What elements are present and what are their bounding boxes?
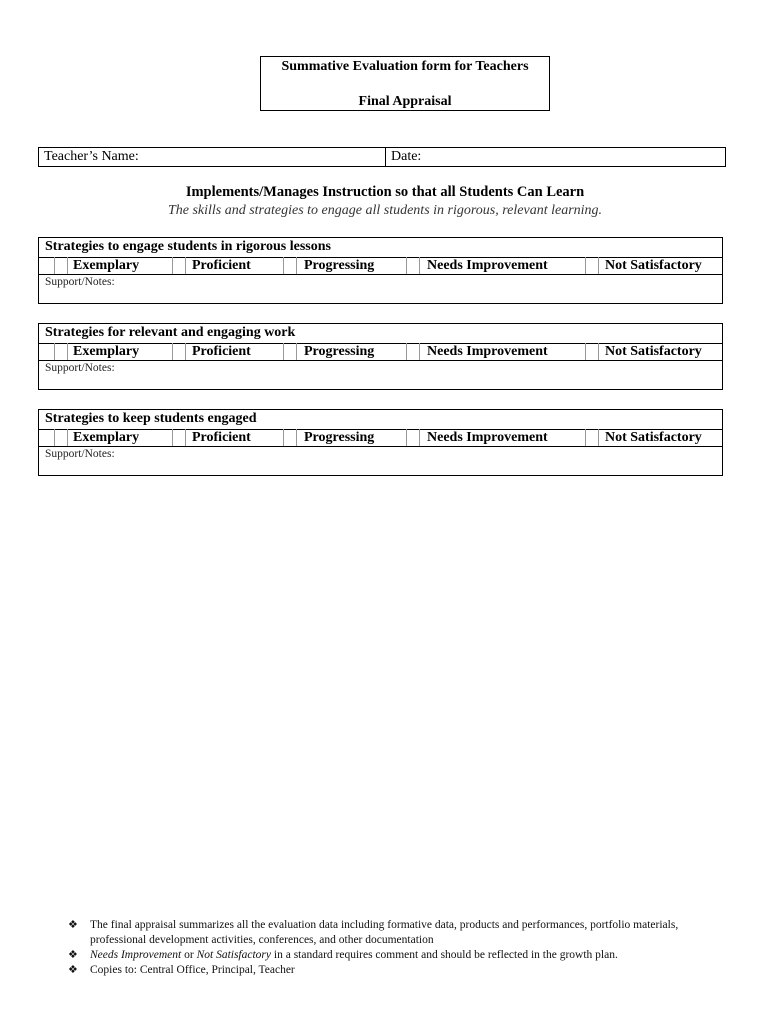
rubric-title: Strategies to engage students in rigorous lessons: [45, 239, 331, 254]
needs-improvement-checkbox[interactable]: [406, 343, 420, 360]
diamond-bullet-icon: ❖: [68, 949, 78, 961]
teacher-info-row: [38, 147, 726, 167]
not-satisfactory-checkbox[interactable]: [585, 343, 599, 360]
not-satisfactory-checkbox[interactable]: [585, 429, 599, 446]
proficient-checkbox[interactable]: [172, 343, 186, 360]
not-satisfactory-checkbox[interactable]: [585, 257, 599, 274]
support-notes-field[interactable]: Support/Notes:: [45, 448, 115, 460]
option-label: Proficient: [192, 258, 251, 273]
section-heading: Implements/Manages Instruction so that all Students Can Learn: [185, 184, 585, 200]
proficient-checkbox[interactable]: [172, 257, 186, 274]
form-subtitle: Final Appraisal: [358, 94, 452, 109]
option-label: Proficient: [192, 344, 251, 359]
option-label: Exemplary: [73, 344, 140, 359]
footer-note-2: in a standard requires comment and should be reflected in the growth plan.: [271, 949, 618, 961]
progressing-checkbox[interactable]: [283, 257, 297, 274]
diamond-bullet-icon: ❖: [68, 919, 78, 931]
teacher-name-label: Teacher’s Name:: [44, 149, 139, 164]
rubric-title: Strategies to keep students engaged: [45, 411, 257, 426]
list-item: [68, 963, 708, 978]
progressing-checkbox[interactable]: [283, 429, 297, 446]
option-label: Needs Improvement: [427, 344, 548, 359]
needs-improvement-term: Needs Improvement: [90, 949, 182, 961]
footer-note-1: The final appraisal summarizes all the evaluation data including formative data, products and performances, portfolio materials, professional development activities, conferences, and other documentation: [90, 919, 679, 946]
option-label: Not Satisfactory: [605, 344, 702, 359]
section-subheading: The skills and strategies to engage all students in rigorous, relevant learning.: [167, 203, 603, 218]
footer-or: or: [181, 949, 197, 961]
option-label: Needs Improvement: [427, 430, 548, 445]
footer-note-3: Copies to: Central Office, Principal, Teacher: [90, 964, 295, 976]
option-label: Progressing: [304, 430, 375, 445]
list-item: [68, 948, 708, 963]
option-label: Proficient: [192, 430, 251, 445]
option-label: Not Satisfactory: [605, 258, 702, 273]
rubric-block: [38, 237, 723, 304]
support-notes-field[interactable]: Support/Notes:: [45, 276, 115, 288]
exemplary-checkbox[interactable]: [54, 343, 68, 360]
form-title-box: [260, 56, 550, 111]
footer-notes: [68, 918, 708, 978]
option-label: Needs Improvement: [427, 258, 548, 273]
option-label: Progressing: [304, 344, 375, 359]
support-notes-field[interactable]: Support/Notes:: [45, 362, 115, 374]
rubric-block: [38, 323, 723, 390]
option-label: Exemplary: [73, 430, 140, 445]
not-satisfactory-term: Not Satisfactory: [196, 949, 272, 961]
exemplary-checkbox[interactable]: [54, 429, 68, 446]
teacher-name-field[interactable]: [39, 148, 386, 166]
date-label: Date:: [391, 149, 422, 164]
date-field[interactable]: [386, 148, 725, 166]
rubric-title: Strategies for relevant and engaging work: [45, 325, 296, 340]
rubric-block: [38, 409, 723, 476]
option-label: Not Satisfactory: [605, 430, 702, 445]
needs-improvement-checkbox[interactable]: [406, 257, 420, 274]
proficient-checkbox[interactable]: [172, 429, 186, 446]
needs-improvement-checkbox[interactable]: [406, 429, 420, 446]
diamond-bullet-icon: ❖: [68, 964, 78, 976]
list-item: [68, 918, 708, 948]
progressing-checkbox[interactable]: [283, 343, 297, 360]
option-label: Exemplary: [73, 258, 140, 273]
option-label: Progressing: [304, 258, 375, 273]
exemplary-checkbox[interactable]: [54, 257, 68, 274]
form-title: Summative Evaluation form for Teachers: [281, 59, 529, 74]
